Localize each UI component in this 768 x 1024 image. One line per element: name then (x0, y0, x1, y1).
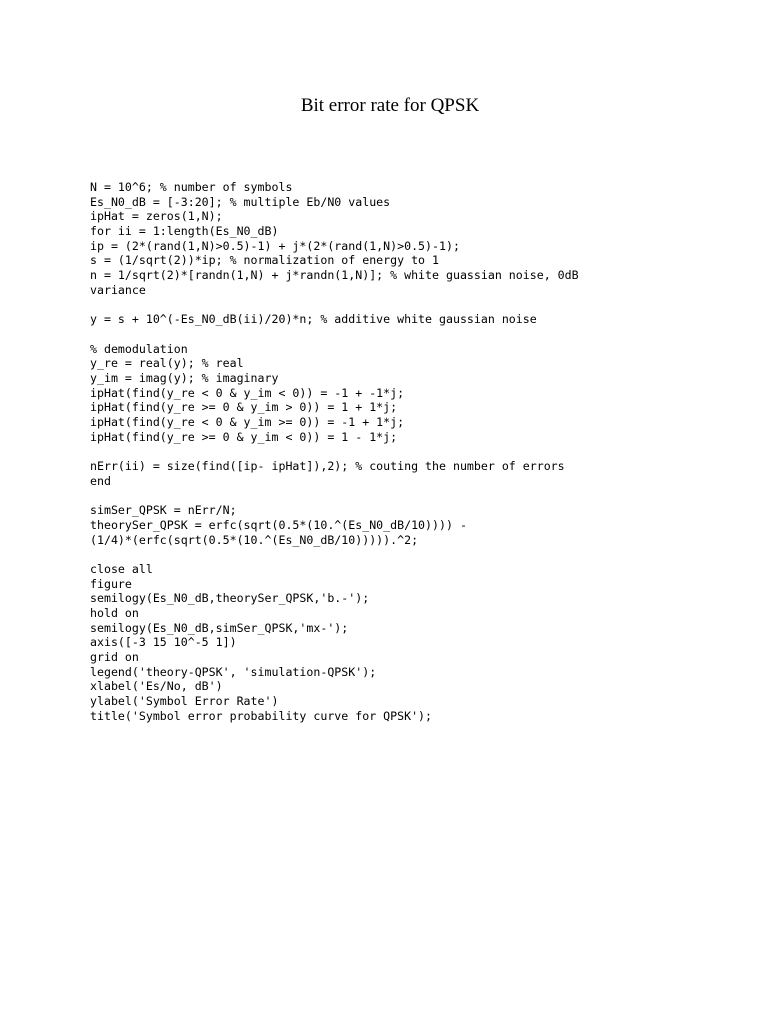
code-line: ipHat(find(y_re >= 0 & y_im > 0)) = 1 + 1*j; (90, 400, 398, 415)
code-blank-line (90, 327, 579, 342)
code-line: variance (90, 282, 146, 297)
code-blank-line (90, 547, 579, 562)
code-line: semilogy(Es_N0_dB,theorySer_QPSK,'b.-'); (90, 591, 370, 606)
code-line: N = 10^6; % number of symbols (90, 180, 293, 194)
code-line: n = 1/sqrt(2)*[randn(1,N) + j*randn(1,N)]; % white guassian noise, 0dB (90, 268, 579, 283)
code-line: ipHat = zeros(1,N); (90, 209, 223, 224)
code-line: y_im = imag(y); % imaginary (90, 370, 279, 385)
code-line: simSer_QPSK = nErr/N; (90, 503, 237, 518)
code-line: ipHat(find(y_re >= 0 & y_im < 0)) = 1 - 1*j; (90, 429, 398, 444)
code-blank-line (90, 298, 579, 313)
code-line: (1/4)*(erfc(sqrt(0.5*(10.^(Es_N0_dB/10))))).^2; (90, 532, 419, 547)
code-line: close all (90, 561, 153, 576)
code-line: % demodulation (90, 341, 188, 356)
code-line: semilogy(Es_N0_dB,simSer_QPSK,'mx-'); (90, 620, 349, 635)
code-line: grid on (90, 650, 139, 664)
code-line: legend('theory-QPSK', 'simulation-QPSK'); (90, 664, 377, 679)
code-line: xlabel('Es/No, dB') (90, 679, 223, 694)
code-line: title('Symbol error probability curve for QPSK'); (90, 708, 433, 723)
code-block (90, 180, 579, 723)
code-blank-line (90, 488, 579, 503)
code-line: for ii = 1:length(Es_N0_dB) (90, 224, 279, 239)
code-line: axis([-3 15 10^-5 1]) (90, 635, 237, 650)
code-line: s = (1/sqrt(2))*ip; % normalization of energy to 1 (90, 253, 440, 268)
code-line: ip = (2*(rand(1,N)>0.5)-1) + j*(2*(rand(1,N)>0.5)-1); (90, 238, 460, 253)
code-line: end (90, 473, 111, 488)
code-line: y = s + 10^(-Es_N0_dB(ii)/20)*n; % additive white gaussian noise (90, 312, 537, 327)
code-line: ylabel('Symbol Error Rate') (90, 694, 279, 709)
code-line: y_re = real(y); % real (90, 356, 244, 371)
code-line: Es_N0_dB = [-3:20]; % multiple Eb/N0 values (90, 194, 391, 209)
code-line: ipHat(find(y_re < 0 & y_im >= 0)) = -1 + 1*j; (90, 415, 405, 429)
code-blank-line (90, 444, 579, 459)
code-line: ipHat(find(y_re < 0 & y_im < 0)) = -1 + -1*j; (90, 385, 405, 400)
code-line: theorySer_QPSK = erfc(sqrt(0.5*(10.^(Es_N0_dB/10)))) - (90, 517, 467, 532)
code-line: figure (90, 576, 132, 591)
document-title: Bit error rate for QPSK (300, 95, 480, 116)
code-line: hold on (90, 605, 139, 620)
code-line: nErr(ii) = size(find([ip- ipHat]),2); % couting the number of errors (90, 459, 565, 474)
